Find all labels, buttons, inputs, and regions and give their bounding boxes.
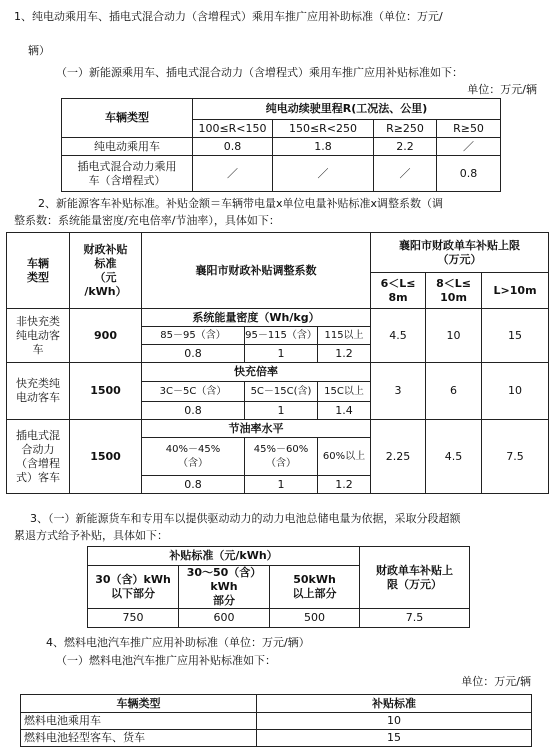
- header-limit: [360, 547, 470, 609]
- coef-cell: 1.4: [318, 402, 371, 420]
- cell-value: 10: [257, 713, 532, 730]
- col-length-3: L>10m: [482, 273, 549, 309]
- row-type: [62, 156, 193, 192]
- range-cell: 115以上: [318, 327, 371, 345]
- range-cell: [142, 438, 245, 476]
- limit-value: 10: [482, 363, 549, 420]
- range-cell: 15C以上: [318, 382, 371, 402]
- group-type: [7, 420, 70, 494]
- limit-value: 3: [371, 363, 426, 420]
- col-length-line2: 10m: [440, 290, 467, 304]
- range-line1: 40%－45%: [165, 443, 221, 455]
- header-limit: [371, 233, 549, 273]
- tier-line1: 50kWh: [293, 573, 336, 586]
- header-subsidy-standard: [70, 233, 142, 309]
- coef-cell: 1: [245, 402, 318, 420]
- group-std: 1500: [70, 420, 142, 494]
- range-line2: （含）: [266, 457, 296, 469]
- limit-value: 4.5: [371, 309, 426, 363]
- group-type-line: 纯电动客: [16, 328, 60, 342]
- cell-value: 750: [88, 609, 179, 628]
- header-range: 纯电动续驶里程R(工况法、公里): [193, 99, 501, 120]
- limit-value: 15: [482, 309, 549, 363]
- truck-subsidy-table: [87, 546, 470, 628]
- group-std: 1500: [70, 363, 142, 420]
- section2-paragraph-line2: 整系数：系统能量密度/充电倍率/节油率），具体如下：: [14, 214, 280, 227]
- group-type-line: 电动客车: [16, 391, 60, 404]
- bus-subsidy-table: [6, 232, 549, 494]
- limit-value: 6: [426, 363, 482, 420]
- section2-paragraph-line1: 2、新能源客车补贴标准。补贴金额＝车辆带电量x单位电量补贴标准x调整系数（调: [38, 197, 444, 210]
- range-cell: 85－95（含）: [142, 327, 245, 345]
- header-limit-line2: 限（万元）: [387, 577, 443, 591]
- col-tier-3: [270, 566, 360, 609]
- header-limit-line1: 财政单车补贴上: [376, 563, 454, 577]
- cell-value: 500: [270, 609, 360, 628]
- header-type-line2: 类型: [27, 270, 49, 284]
- col-length-line1: 6＜L≤: [380, 276, 416, 290]
- col-length-2: [426, 273, 482, 309]
- range-cell: [245, 438, 318, 476]
- group-type: [7, 309, 70, 363]
- col-length-line1: 8＜L≤: [436, 276, 471, 290]
- section3-paragraph-line2: 累退方式给予补贴，具体如下：: [14, 529, 168, 542]
- section1-heading-line1: 1、纯电动乘用车、插电式混合动力（含增程式）乘用车推广应用补助标准（单位：万元/: [14, 10, 443, 23]
- section4-heading: 4、燃料电池汽车推广应用补助标准（单位：万元/辆）: [46, 636, 310, 649]
- cell-value: ／: [193, 156, 273, 192]
- tier-line1: 30～50（含）kWh: [186, 566, 262, 593]
- header-vehicle-type: 车辆类型: [62, 99, 193, 138]
- header-std-line2: 标准: [94, 256, 117, 270]
- section4-subheading: （一）燃料电池汽车推广应用补贴标准如下：: [56, 654, 276, 667]
- group-metric: 节油率水平: [142, 420, 371, 438]
- limit-value: 4.5: [426, 420, 482, 494]
- range-cell: 5C－15C(含): [245, 382, 318, 402]
- passenger-car-subsidy-table: [61, 98, 501, 192]
- coef-cell: 0.8: [142, 345, 245, 363]
- header-subsidy-standard: 补贴标准（元/kWh）: [88, 547, 360, 566]
- col-range-1: 100≤R<150: [193, 120, 273, 138]
- cell-value: 2.2: [374, 138, 437, 156]
- cell-value: 600: [179, 609, 270, 628]
- coef-cell: 0.8: [142, 402, 245, 420]
- cell-value: ／: [374, 156, 437, 192]
- col-length-1: [371, 273, 426, 309]
- row-type: 纯电动乘用车: [62, 138, 193, 156]
- row-type-line1: 插电式混合动力乘用: [77, 159, 177, 173]
- header-std-line1: 财政补贴: [83, 242, 128, 256]
- cell-value: ／: [437, 138, 501, 156]
- group-type-line: 插电式混: [16, 428, 60, 442]
- coef-cell: 0.8: [142, 476, 245, 494]
- header-std-line4: /kWh）: [84, 284, 127, 298]
- tier-line1: 30（含）kWh: [95, 573, 171, 586]
- section4-unit: 单位：万元/辆: [461, 675, 531, 688]
- cell-value: 0.8: [437, 156, 501, 192]
- coef-cell: 1: [245, 476, 318, 494]
- col-length-line2: 8m: [388, 290, 408, 304]
- group-type-line: （含增程: [16, 456, 60, 470]
- cell-value: ／: [273, 156, 374, 192]
- header-adjust-coef: 襄阳市财政补贴调整系数: [142, 233, 371, 309]
- col-range-2: 150≤R<250: [273, 120, 374, 138]
- coef-cell: 1.2: [318, 476, 371, 494]
- col-range-4: R≥50: [437, 120, 501, 138]
- group-std: 900: [70, 309, 142, 363]
- tier-line2: 以上部分: [292, 587, 337, 600]
- fuel-cell-subsidy-table: [20, 694, 532, 747]
- header-limit-line1: 襄阳市财政单车补贴上限: [399, 238, 521, 252]
- header-std-line3: （元: [94, 270, 117, 284]
- group-metric: 快充倍率: [142, 363, 371, 382]
- col-tier-1: [88, 566, 179, 609]
- range-line2: （含）: [178, 457, 208, 469]
- group-type-line: 合动力: [21, 442, 55, 456]
- tier-line2: 部分: [213, 594, 235, 607]
- section3-paragraph-line1: 3、（一）新能源货车和专用车以提供驱动动力的动力电池总储电量为依据，采取分段超额: [30, 512, 461, 525]
- cell-value: 0.8: [193, 138, 273, 156]
- section1-heading-line2: 辆）: [28, 44, 50, 57]
- group-type: [7, 363, 70, 420]
- col-range-3: R≥250: [374, 120, 437, 138]
- row-type: 燃料电池乘用车: [21, 713, 257, 730]
- range-cell: 95－115（含）: [245, 327, 318, 345]
- header-vehicle-type: [7, 233, 70, 309]
- limit-value: 10: [426, 309, 482, 363]
- header-limit-line2: （万元）: [437, 252, 482, 266]
- group-type-line: 快充类纯: [16, 377, 60, 390]
- col-tier-2: [179, 566, 270, 609]
- range-line1: 45%－60%: [253, 443, 309, 455]
- row-type-line2: 车（含增程式）: [88, 173, 166, 187]
- cell-value: 7.5: [360, 609, 470, 628]
- coef-cell: 1: [245, 345, 318, 363]
- tier-line2: 以下部分: [111, 587, 155, 600]
- limit-value: 7.5: [482, 420, 549, 494]
- header-vehicle-type: 车辆类型: [21, 695, 257, 713]
- group-type-line: 式）客车: [16, 470, 60, 484]
- group-type-line: 车: [32, 342, 44, 356]
- group-metric: 系统能量密度（Wh/kg）: [142, 309, 371, 327]
- section1-unit: 单位：万元/辆: [467, 83, 537, 96]
- group-type-line: 非快充类: [16, 314, 60, 328]
- range-cell: 60%以上: [318, 438, 371, 476]
- coef-cell: 1.2: [318, 345, 371, 363]
- limit-value: 2.25: [371, 420, 426, 494]
- range-cell: 3C－5C（含）: [142, 382, 245, 402]
- header-subsidy-standard: 补贴标准: [257, 695, 532, 713]
- header-type-line1: 车辆: [27, 256, 49, 270]
- row-type: 燃料电池轻型客车、货车: [21, 730, 257, 747]
- section1-subheading: （一）新能源乘用车、插电式混合动力（含增程式）乘用车推广应用补贴标准如下：: [56, 66, 463, 79]
- cell-value: 1.8: [273, 138, 374, 156]
- cell-value: 15: [257, 730, 532, 747]
